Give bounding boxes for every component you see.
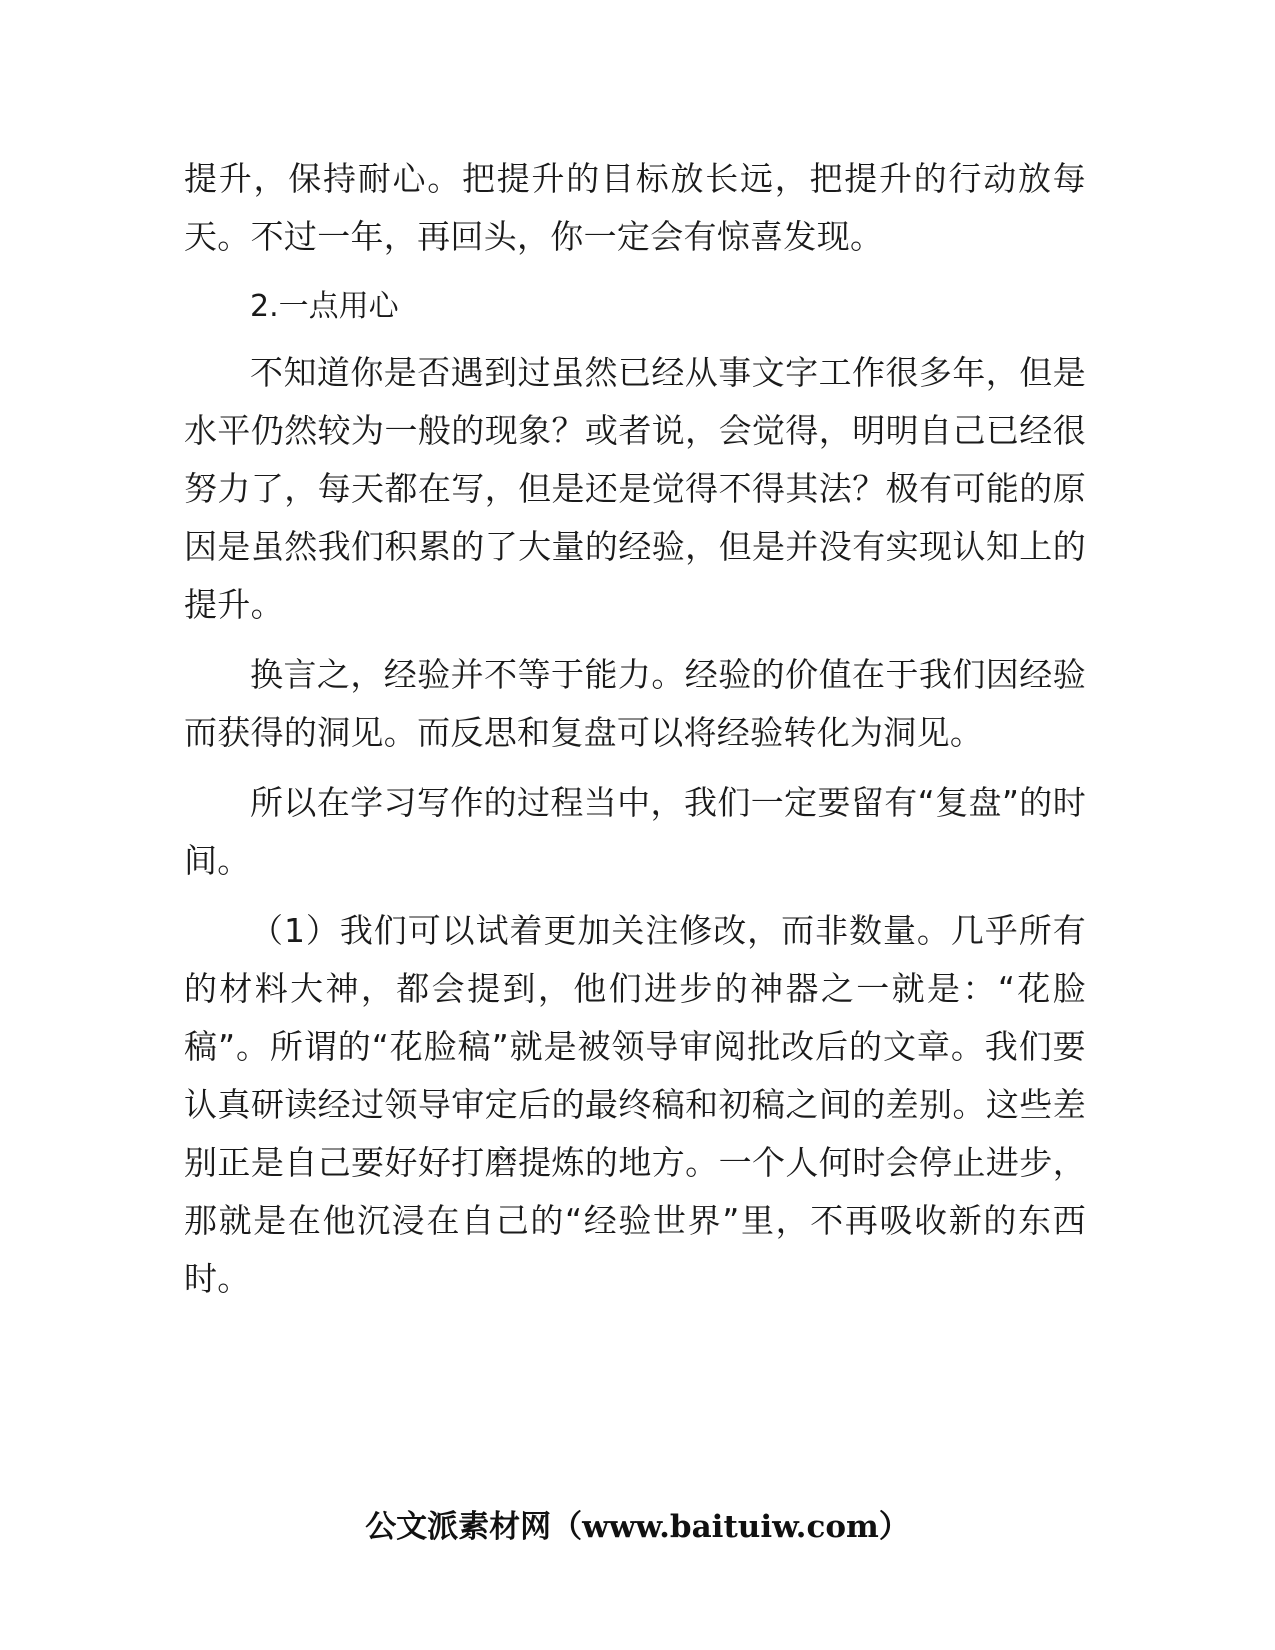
paragraph: （1）我们可以试着更加关注修改，而非数量。几乎所有的材料大神，都会提到，他们进步的神器之一就是：“花脸稿”。所谓的“花脸稿”就是被领导审阅批改后的文章。我们要认真研读经过领导审定后的最终稿和初稿之间的差别。这些差别正是自己要好好打磨提炼的地方。一个人何时会停止进步，那就是在他沉浸在自己的“经验世界”里，不再吸收新的东西时。 — [184, 911, 1086, 1298]
paragraph: 所以在学习写作的过程当中，我们一定要留有“复盘”的时间。 — [184, 783, 1086, 880]
paragraph: 换言之，经验并不等于能力。经验的价值在于我们因经验而获得的洞见。而反思和复盘可以将经验转化为洞见。 — [184, 655, 1086, 752]
page-footer-source: 公文派素材网（www.baituiw.com） — [365, 1509, 910, 1545]
section-heading: 2.一点用心 — [250, 289, 399, 324]
document-body — [184, 150, 1086, 1320]
paragraph-continuation: 提升，保持耐心。把提升的目标放长远，把提升的行动放每天。不过一年，再回头，你一定会有惊喜发现。 — [184, 159, 1086, 256]
paragraph: 不知道你是否遇到过虽然已经从事文字工作很多年，但是水平仍然较为一般的现象？或者说，会觉得，明明自己已经很努力了，每天都在写，但是还是觉得不得其法？极有可能的原因是虽然我们积累的了大量的经验，但是并没有实现认知上的提升。 — [184, 353, 1086, 624]
